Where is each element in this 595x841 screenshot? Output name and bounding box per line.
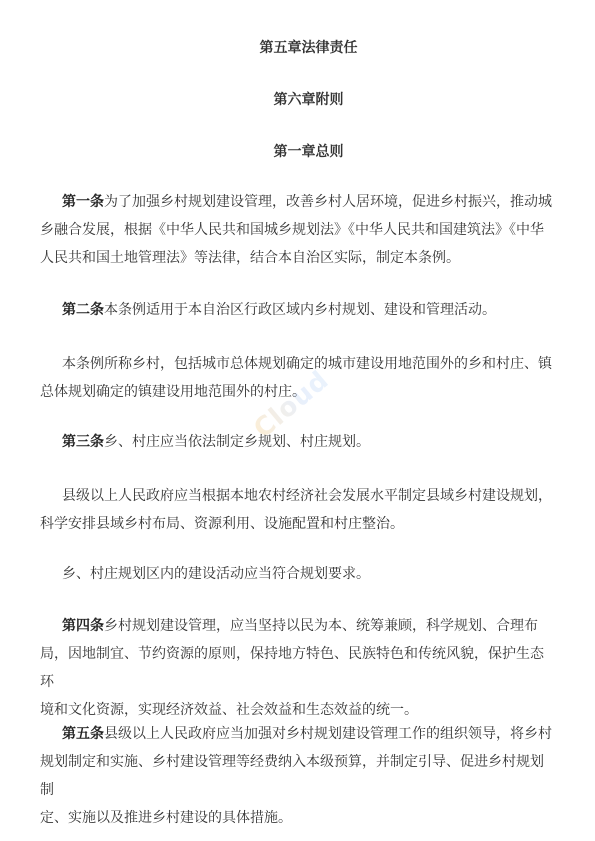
chapter-heading: 第六章附则	[273, 92, 344, 108]
paragraph-line: 总体规划确定的镇建设用地范围外的村庄。	[40, 384, 306, 400]
paragraph-line: 乡、村庄应当依法制定乡规划、村庄规划。	[104, 434, 370, 450]
paragraph-line: 本条例适用于本自治区行政区域内乡村规划、建设和管理活动。	[104, 302, 496, 318]
chapter-heading: 第一章总则	[273, 144, 344, 160]
paragraph-line: 乡、村庄规划区内的建设活动应当符合规划要求。	[62, 566, 370, 582]
article-paragraph	[62, 296, 552, 324]
body-paragraph	[40, 482, 552, 538]
article-number: 第四条	[62, 618, 104, 634]
article-paragraph	[40, 612, 552, 724]
paragraph-line: 科学安排县域乡村布局、资源利用、设施配置和村庄整治。	[40, 516, 404, 532]
paragraph-line: 县级以上人民政府应当加强对乡村规划建设管理工作的组织领导，将乡村	[104, 726, 552, 742]
article-number: 第三条	[62, 434, 104, 450]
paragraph-line: 境和文化资源，实现经济效益、社会效益和生态效益的统一。	[40, 702, 418, 718]
chapter-heading: 第五章法律责任	[259, 40, 358, 56]
paragraph-line: 乡村规划建设管理，应当坚持以民为本、统筹兼顾，科学规划、合理布	[104, 618, 538, 634]
paragraph-line: 人民共和国土地管理法》等法律，结合本自治区实际，制定本条例。	[40, 250, 460, 266]
paragraph-line: 定、实施以及推进乡村建设的具体措施。	[40, 810, 292, 826]
article-paragraph	[40, 720, 552, 832]
body-paragraph	[62, 560, 552, 588]
paragraph-line: 为了加强乡村规划建设管理，改善乡村人居环境，促进乡村振兴，推动城	[104, 194, 552, 210]
paragraph-line: 县级以上人民政府应当根据本地农村经济社会发展水平制定县域乡村建设规划，	[62, 488, 552, 504]
article-number: 第二条	[62, 302, 104, 318]
article-number: 第一条	[62, 194, 104, 210]
article-paragraph	[40, 188, 552, 272]
article-number: 第五条	[62, 726, 104, 742]
paragraph-line: 规划制定和实施、乡村建设管理等经费纳入本级预算，并制定引导、促进乡村规划制	[40, 754, 544, 798]
paragraph-line: 乡融合发展，根据《中华人民共和国城乡规划法》《中华人民共和国建筑法》《中华	[40, 222, 544, 238]
paragraph-line: 局，因地制宜、节约资源的原则，保持地方特色、民族特色和传统风貌，保护生态环	[40, 646, 544, 690]
cloud-watermark: Cloud	[248, 351, 377, 475]
paragraph-line: 本条例所称乡村，包括城市总体规划确定的城市建设用地范围外的乡和村庄、镇	[62, 356, 552, 372]
